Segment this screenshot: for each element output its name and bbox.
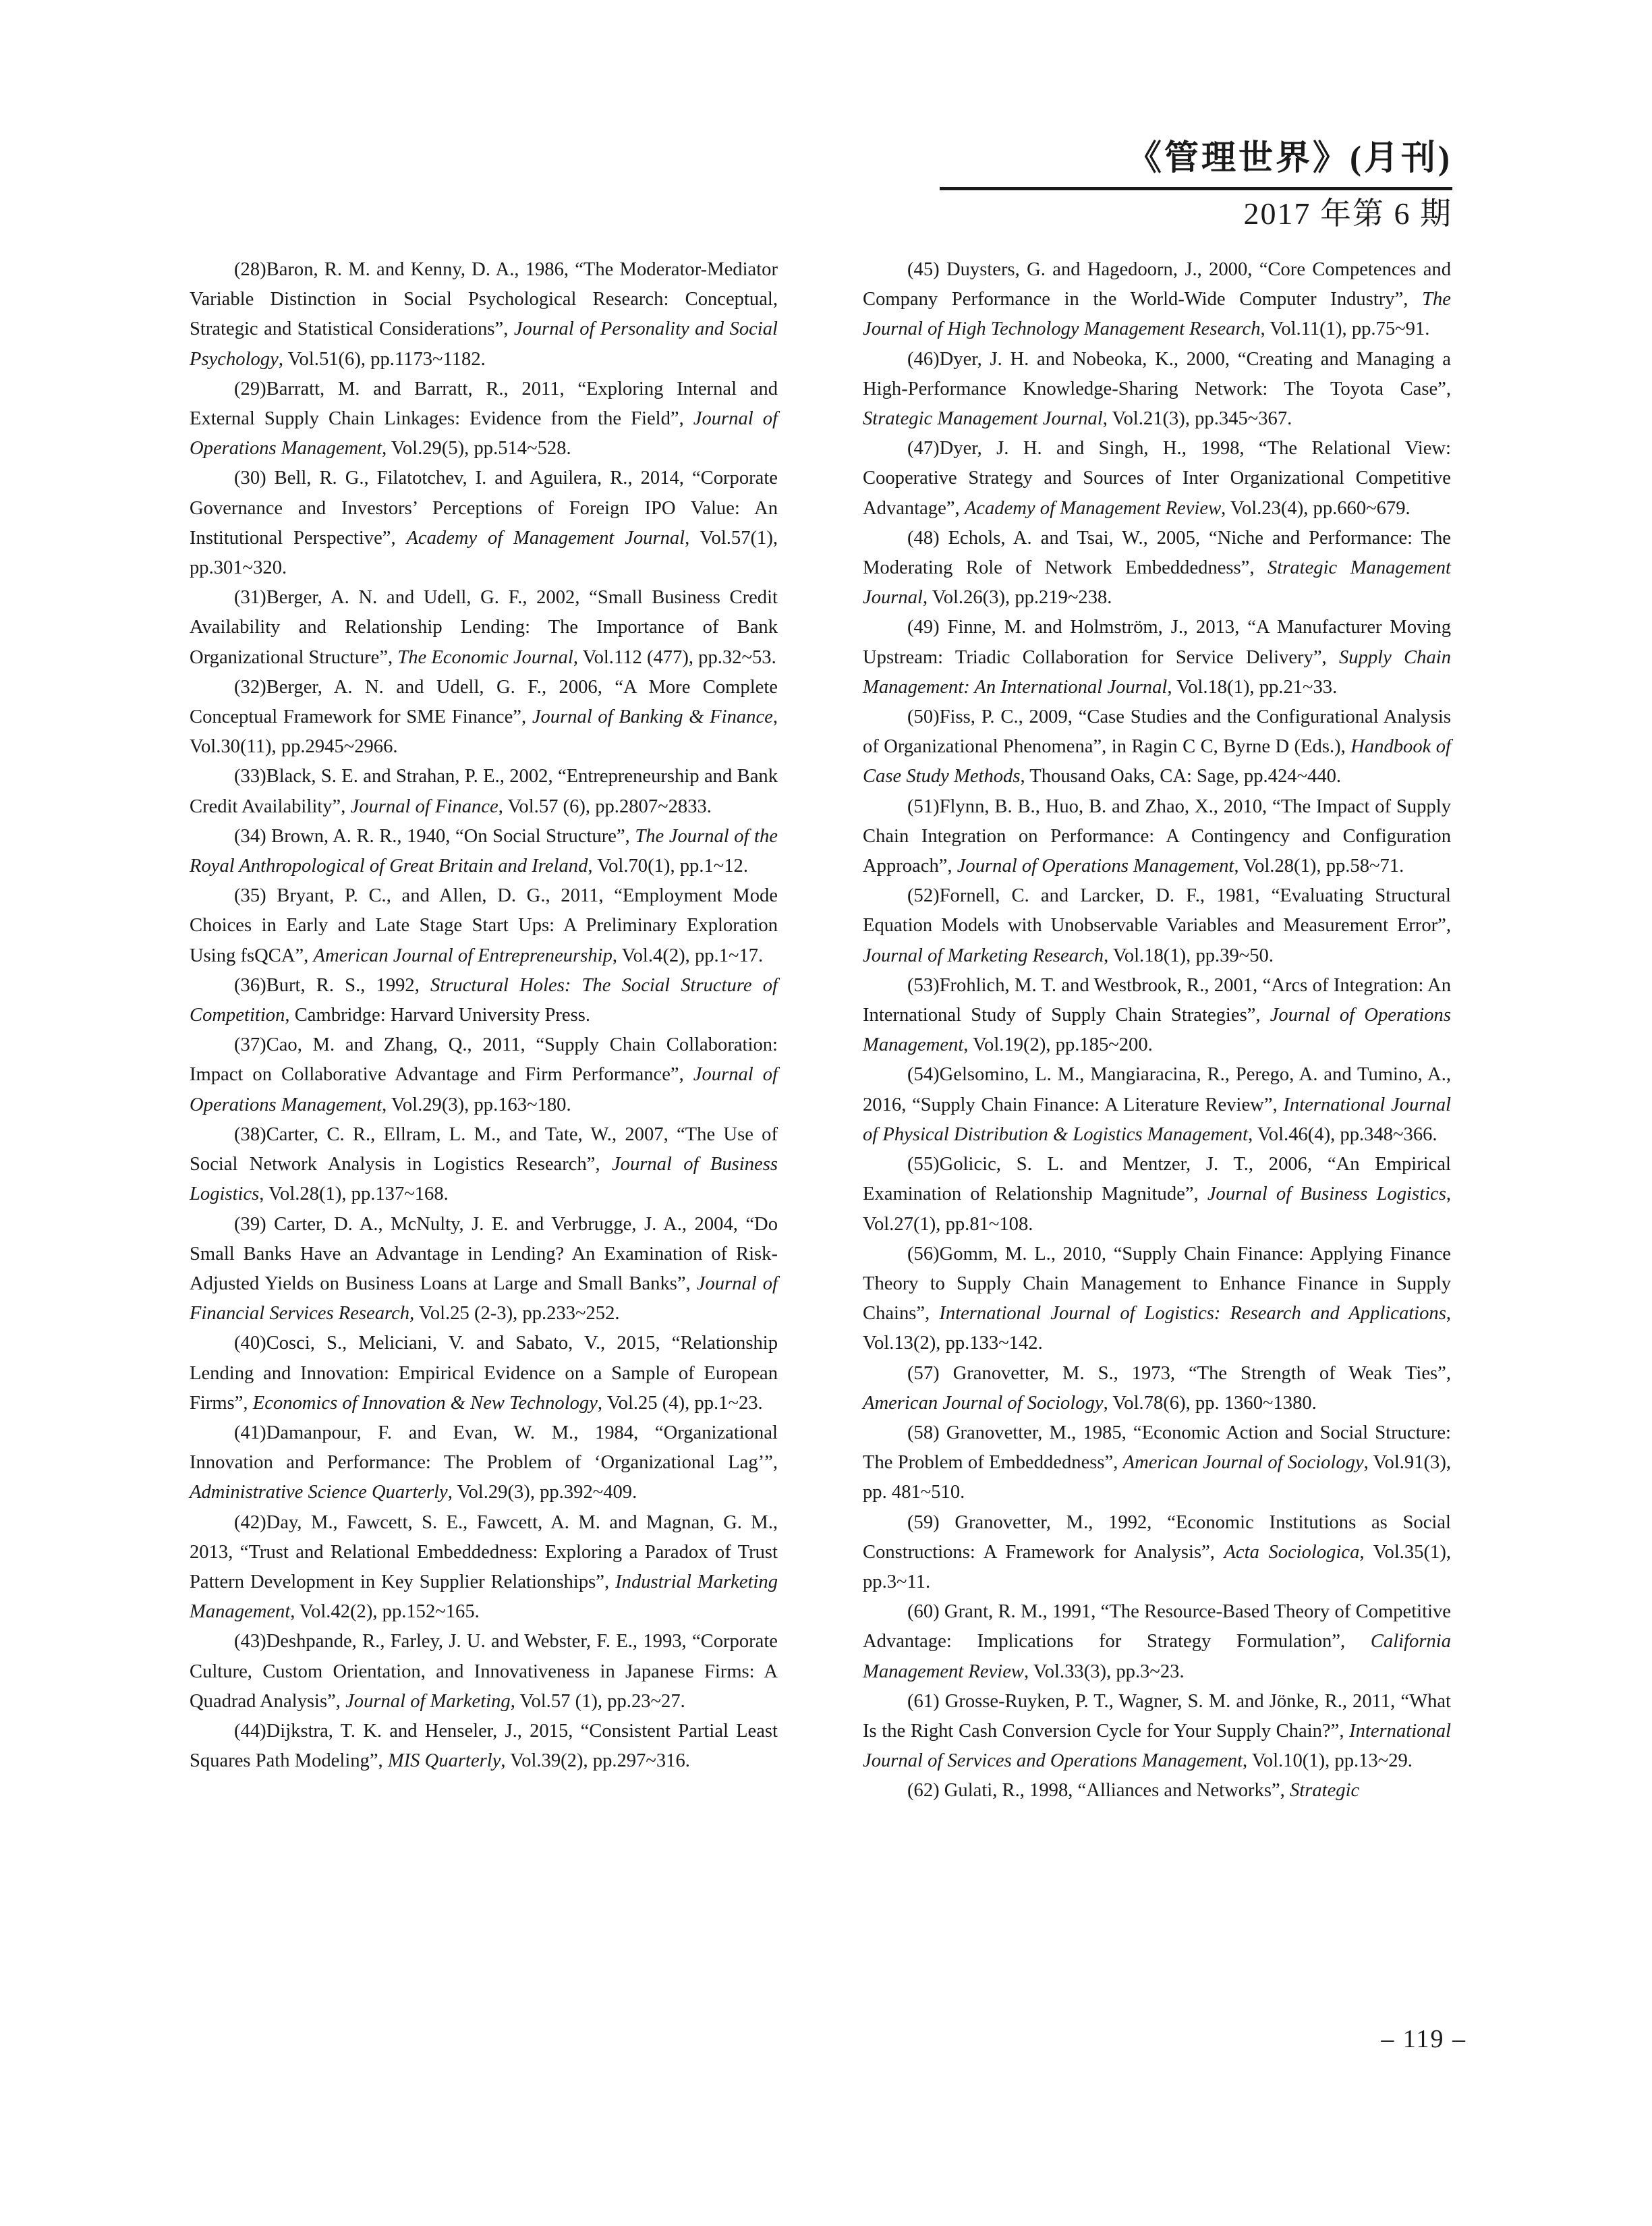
reference-text: (31)Berger, A. N. and Udell, G. F., 2002, “Small Business Credit Availability and Relationship Lending: The Importance of Bank Organizational Structure”, [190,587,778,668]
reference-text: (54)Gelsomino, L. M., Mangiaracina, R., Perego, A. and Tumino, A., 2016, “Supply Chain Finance: A Literature Review”, [863,1064,1451,1115]
reference-details: , Vol.26(3), pp.219~238. [922,587,1112,609]
reference-text: (40)Cosci, S., Meliciani, V. and Sabato, V., 2015, “Relationship Lending and Innovation: Empirical Evidence on a Sample of European Firms”, [190,1333,778,1414]
reference-details: , Vol.33(3), pp.3~23. [1023,1661,1185,1682]
reference-entry [863,345,1451,435]
reference-source-title: The Economic Journal [397,646,573,668]
reference-entry [863,1359,1451,1418]
journal-title: 《管理世界》(月刊) [1127,140,1452,177]
reference-source-title: Administrative Science Quarterly [190,1482,448,1503]
reference-text: (42)Day, M., Fawcett, S. E., Fawcett, A. M. and Magnan, G. M., 2013, “Trust and Relational Embeddedness: Exploring a Paradox of Trust Pattern Development in Key Supplier Relationships”, [190,1511,778,1592]
reference-text: (52)Fornell, C. and Larcker, D. F., 1981, “Evaluating Structural Equation Models with Unobservable Variables and Measurement Error”, [863,885,1451,937]
reference-entry [863,434,1451,524]
reference-details: , Vol.35(1), pp.3~11. [863,1541,1452,1592]
reference-details: , Vol.21(3), pp.345~367. [1102,408,1292,430]
reference-details: , Vol.42(2), pp.152~165. [290,1601,480,1623]
reference-source-title: Journal of Finance [350,796,499,817]
reference-entry [863,1597,1451,1687]
reference-details: , Vol.39(2), pp.297~316. [501,1750,690,1772]
reference-source-title: Journal of Operations Management [190,408,778,460]
reference-text: (30) Bell, R. G., Filatotchev, I. and Aguilera, R., 2014, “Corporate Governance and Investors’ Perceptions of Foreign IPO Value: An Institutional Perspective”, [190,468,778,549]
reference-entry [190,1120,778,1210]
reference-text: (36)Burt, R. S., 1992, [234,974,431,996]
reference-source-title: American Journal of Sociology [1122,1452,1364,1474]
reference-text: (57) Granovetter, M. S., 1973, “The Strength of Weak Ties”, [907,1362,1451,1384]
references-left-column [190,255,778,1776]
reference-text: (55)Golicic, S. L. and Mentzer, J. T., 2006, “An Empirical Examination of Relationship Magnitude”, [863,1154,1451,1205]
reference-source-title: Structural Holes: The Social Structure of Competition [190,974,778,1026]
reference-details: , Vol.70(1), pp.1~12. [588,856,748,877]
reference-details: , Vol.27(1), pp.81~108. [863,1184,1451,1235]
reference-entry [190,1508,778,1627]
reference-entry [863,792,1451,882]
reference-source-title: Academy of Management Journal [406,527,685,549]
reference-source-title: Handbook of Case Study Methods [863,736,1451,787]
reference-details: , Vol.57 (6), pp.2807~2833. [498,796,712,817]
reference-source-title: Academy of Management Review [964,497,1222,519]
reference-source-title: Strategic [1289,1780,1360,1802]
reference-source-title: Journal of Business Logistics [190,1154,778,1205]
reference-text: (29)Barratt, M. and Barratt, R., 2011, “Exploring Internal and External Supply Chain Linkages: Evidence from the Field”, [190,378,778,430]
reference-entry [863,255,1451,345]
reference-source-title: MIS Quarterly [387,1750,501,1772]
reference-entry [190,255,778,374]
reference-source-title: Journal of Business Logistics [1207,1184,1446,1205]
reference-entry [863,1060,1451,1150]
reference-details: , Vol.46(4), pp.348~366. [1248,1123,1437,1145]
reference-details: , Vol.10(1), pp.13~29. [1243,1750,1413,1772]
references-right-column [863,255,1451,1806]
reference-source-title: Supply Chain Management: An International Journal [863,646,1451,698]
reference-text: (39) Carter, D. A., McNulty, J. E. and Verbrugge, J. A., 2004, “Do Small Banks Have an Advantage in Lending? An Examination of Risk-Adjusted Yields on Business Loans at Large and Small Banks”, [190,1213,778,1294]
reference-details: , Vol.57 (1), pp.23~27. [510,1690,685,1712]
reference-text: (44)Dijkstra, T. K. and Henseler, J., 2015, “Consistent Partial Least Squares Path Modeling”, [190,1720,778,1772]
reference-text: (45) Duysters, G. and Hagedoorn, J., 2000, “Core Competences and Company Performance in the World-Wide Computer Industry”, [863,259,1451,310]
reference-entry [190,1627,778,1717]
reference-source-title: Journal of Banking & Finance [532,706,773,728]
reference-details: , Vol.4(2), pp.1~17. [612,945,764,966]
reference-text: (38)Carter, C. R., Ellram, L. M., and Tate, W., 2007, “The Use of Social Network Analysis in Logistics Research”, [190,1123,778,1175]
reference-source-title: Strategic Management Journal [863,408,1103,430]
reference-text: (46)Dyer, J. H. and Nobeoka, K., 2000, “Creating and Managing a High-Performance Knowledge-Sharing Network: The Toyota Case”, [863,348,1451,399]
reference-source-title: The Journal of the Royal Anthropological of Great Britain and Ireland [190,825,778,877]
reference-entry [863,524,1451,613]
reference-text: (53)Frohlich, M. T. and Westbrook, R., 2001, “Arcs of Integration: An International Study of Supply Chain Strategies”, [863,974,1451,1026]
reference-entry [190,822,778,881]
reference-details: , Vol.25 (2-3), pp.233~252. [409,1303,620,1325]
reference-source-title: The Journal of High Technology Management Research [863,289,1451,340]
reference-details: , Vol.29(5), pp.514~528. [382,438,571,460]
reference-entry [863,881,1451,971]
reference-source-title: Strategic Management Journal [863,557,1451,609]
reference-entry [190,971,778,1030]
reference-entry [190,881,778,971]
reference-text: (37)Cao, M. and Zhang, Q., 2011, “Supply Chain Collaboration: Impact on Collaborative Advantage and Firm Performance”, [190,1034,778,1086]
reference-entry [863,1687,1451,1777]
reference-entry [190,673,778,762]
reference-source-title: Journal of Personality and Social Psychology [190,318,778,370]
reference-entry [190,1329,778,1418]
reference-details: , Vol.51(6), pp.1173~1182. [278,348,486,370]
issue-number: 2017 年第 6 期 [1243,196,1452,231]
reference-text: (35) Bryant, P. C., and Allen, D. G., 2011, “Employment Mode Choices in Early and Late Stage Start Ups: A Preliminary Exploration Using fsQCA”, [190,885,778,966]
reference-details: , Vol.11(1), pp.75~91. [1260,318,1430,340]
reference-details: , Vol.30(11), pp.2945~2966. [190,706,778,758]
reference-details: , Vol.91(3), pp. 481~510. [863,1452,1451,1503]
reference-entry [190,464,778,583]
reference-details: , Thousand Oaks, CA: Sage, pp.424~440. [1020,766,1342,787]
reference-details: , Cambridge: Harvard University Press. [285,1005,591,1026]
reference-source-title: American Journal of Entrepreneurship [313,945,613,966]
reference-entry [863,613,1451,702]
reference-details: , Vol.57(1), pp.301~320. [190,527,778,579]
reference-details: , Vol.18(1), pp.21~33. [1167,676,1338,698]
reference-source-title: California Management Review [863,1631,1451,1682]
reference-entry [863,1508,1451,1598]
reference-details: , Vol.78(6), pp. 1360~1380. [1103,1392,1317,1414]
reference-details: , Vol.19(2), pp.185~200. [963,1034,1153,1056]
reference-text: (41)Damanpour, F. and Evan, W. M., 1984, “Organizational Innovation and Performance: The Problem of ‘Organizational Lag’”, [190,1422,778,1474]
reference-entry [190,762,778,821]
reference-source-title: Journal of Operations Management [863,1005,1451,1056]
reference-entry [863,1776,1451,1806]
reference-source-title: International Journal of Services and Operations Management [863,1720,1451,1772]
reference-source-title: Journal of Marketing Research [863,945,1104,966]
reference-entry [190,1717,778,1776]
reference-text: (56)Gomm, M. L., 2010, “Supply Chain Finance: Applying Finance Theory to Supply Chain Management to Enhance Finance in Supply Chains”, [863,1243,1451,1325]
reference-text: (49) Finne, M. and Holmström, J., 2013, “A Manufacturer Moving Upstream: Triadic Collaboration for Service Delivery”, [863,617,1451,668]
reference-entry [190,1418,778,1508]
reference-entry [863,1240,1451,1359]
page-number: – 119 – [1381,2025,1466,2053]
reference-source-title: International Journal of Logistics: Research and Applications [939,1303,1446,1325]
reference-text: (60) Grant, R. M., 1991, “The Resource-Based Theory of Competitive Advantage: Implications for Strategy Formulation”, [863,1601,1451,1652]
reference-text: (50)Fiss, P. C., 2009, “Case Studies and the Configurational Analysis of Organizational Phenomena”, in Ragin C C, Byrne D (Eds.), [863,706,1451,758]
reference-entry [863,1418,1451,1508]
reference-source-title: American Journal of Sociology [863,1392,1104,1414]
reference-entry [863,1150,1451,1240]
reference-text: (61) Grosse-Ruyken, P. T., Wagner, S. M. and Jönke, R., 2011, “What Is the Right Cash Conversion Cycle for Your Supply Chain?”, [863,1690,1451,1742]
reference-text: (47)Dyer, J. H. and Singh, H., 1998, “The Relational View: Cooperative Strategy and Sources of Inter Organizational Competitive Advantage”, [863,438,1451,519]
reference-details: , Vol.29(3), pp.163~180. [382,1094,571,1115]
reference-source-title: Economics of Innovation & New Technology [252,1392,598,1414]
reference-source-title: Acta Sociologica [1224,1541,1360,1563]
reference-text: (32)Berger, A. N. and Udell, G. F., 2006, “A More Complete Conceptual Framework for SME Finance”, [190,676,778,728]
reference-entry [190,374,778,464]
reference-details: , Vol.13(2), pp.133~142. [863,1303,1452,1354]
reference-entry [863,971,1451,1061]
reference-text: (34) Brown, A. R. R., 1940, “On Social Structure”, [234,825,635,847]
reference-entry [190,1030,778,1120]
reference-source-title: Journal of Operations Management [957,856,1234,877]
reference-source-title: Industrial Marketing Management [190,1571,778,1623]
reference-source-title: International Journal of Physical Distribution & Logistics Management [863,1094,1451,1145]
reference-source-title: Journal of Operations Management [190,1064,778,1115]
reference-source-title: Journal of Financial Services Research [190,1273,778,1325]
reference-text: (48) Echols, A. and Tsai, W., 2005, “Niche and Performance: The Moderating Role of Network Embeddedness”, [863,527,1451,579]
header-rule [940,187,1452,190]
reference-details: , Vol.25 (4), pp.1~23. [597,1392,763,1414]
reference-details: , Vol.23(4), pp.660~679. [1221,497,1411,519]
reference-text: (51)Flynn, B. B., Huo, B. and Zhao, X., 2010, “The Impact of Supply Chain Integration on Performance: A Contingency and Configuration Approach”, [863,796,1451,877]
reference-entry [190,583,778,673]
reference-details: , Vol.18(1), pp.39~50. [1104,945,1274,966]
reference-details: , Vol.112 (477), pp.32~53. [573,646,776,668]
reference-entry [190,1210,778,1329]
reference-text: (43)Deshpande, R., Farley, J. U. and Webster, F. E., 1993, “Corporate Culture, Custom Orientation, and Innovativeness in Japanese Firms: A Quadrad Analysis”, [190,1631,778,1712]
reference-source-title: Journal of Marketing [345,1690,511,1712]
reference-details: , Vol.28(1), pp.58~71. [1234,856,1404,877]
reference-details: , Vol.28(1), pp.137~168. [259,1184,449,1205]
reference-text: (58) Granovetter, M., 1985, “Economic Action and Social Structure: The Problem of Embeddedness”, [863,1422,1451,1474]
running-header [940,138,1452,233]
reference-details: , Vol.29(3), pp.392~409. [447,1482,637,1503]
reference-text: (33)Black, S. E. and Strahan, P. E., 2002, “Entrepreneurship and Bank Credit Availability”, [190,766,778,817]
reference-text: (62) Gulati, R., 1998, “Alliances and Networks”, [907,1780,1290,1802]
reference-text: (28)Baron, R. M. and Kenny, D. A., 1986, “The Moderator-Mediator Variable Distinction in Social Psychological Research: Conceptual, Strategic and Statistical Considerations”, [190,259,778,340]
reference-entry [863,702,1451,792]
reference-text: (59) Granovetter, M., 1992, “Economic Institutions as Social Constructions: A Framework for Analysis”, [863,1511,1451,1563]
